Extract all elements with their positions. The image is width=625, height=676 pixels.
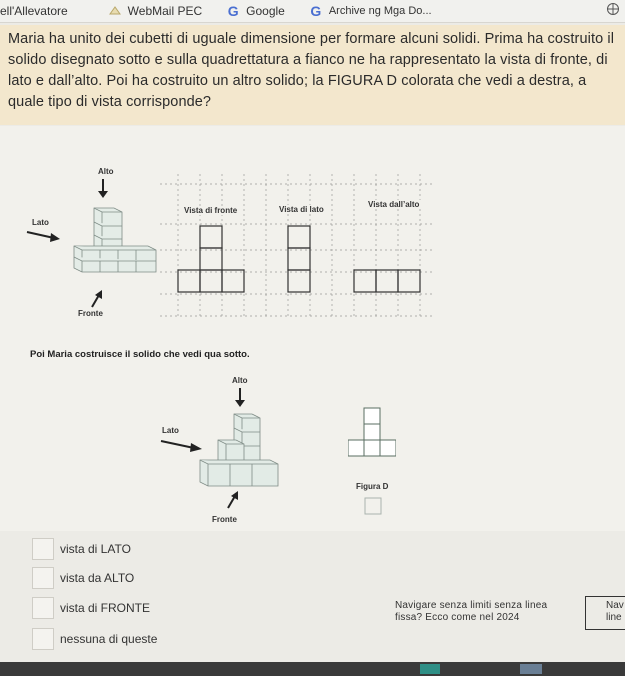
ad-box-line-2: line bbox=[606, 612, 622, 623]
bookmark-allevatore[interactable] bbox=[0, 4, 68, 18]
bottom-strip bbox=[0, 662, 625, 676]
bookmark-label: WebMail PEC bbox=[127, 4, 203, 18]
question-box bbox=[0, 25, 625, 125]
label-vista-fronte: Vista di fronte bbox=[184, 206, 238, 215]
bookmark-google[interactable] bbox=[226, 4, 285, 18]
label-figura-d: Figura D bbox=[356, 482, 389, 491]
label-alto-2: Alto bbox=[232, 376, 248, 385]
label-fronte: Fronte bbox=[78, 309, 103, 318]
figura-d-marker bbox=[364, 495, 382, 517]
arrow-down-icon bbox=[96, 178, 110, 200]
option-nessuna[interactable] bbox=[32, 628, 157, 650]
bookmark-label: ell'Allevatore bbox=[0, 4, 68, 18]
ad-line-1: Navigare senza limiti senza linea bbox=[395, 600, 548, 611]
label-fronte-2: Fronte bbox=[212, 515, 237, 524]
label-lato-2: Lato bbox=[162, 426, 179, 435]
google-icon: G bbox=[227, 3, 239, 19]
arrow-up-icon bbox=[88, 289, 106, 309]
ad-banner[interactable] bbox=[395, 600, 547, 624]
strip-segment bbox=[520, 664, 542, 674]
arrow-up-icon bbox=[224, 490, 242, 510]
views-grid bbox=[160, 174, 435, 319]
solid-bottom-drawing bbox=[196, 410, 280, 494]
option-label: nessuna di queste bbox=[60, 632, 158, 646]
bookmark-webmail[interactable] bbox=[108, 4, 202, 18]
label-vista-alto: Vista dall’alto bbox=[368, 200, 420, 209]
label-alto: Alto bbox=[98, 167, 114, 176]
ad-line-2: fissa? Ecco come nel 2024 bbox=[395, 612, 520, 623]
globe-icon[interactable] bbox=[605, 2, 621, 19]
radio-box[interactable] bbox=[32, 567, 54, 589]
arrow-down-icon bbox=[233, 387, 247, 409]
option-vista-lato[interactable] bbox=[32, 538, 131, 560]
figure-caption: Poi Maria costruisce il solido che vedi qua sotto. bbox=[30, 349, 250, 360]
option-vista-alto[interactable] bbox=[32, 567, 134, 589]
ad-box[interactable] bbox=[585, 596, 625, 630]
arrow-right-icon bbox=[26, 229, 62, 243]
mail-icon bbox=[108, 4, 122, 18]
option-label: vista di FRONTE bbox=[60, 601, 151, 615]
radio-box[interactable] bbox=[32, 628, 54, 650]
option-label: vista da ALTO bbox=[60, 571, 135, 585]
radio-box[interactable] bbox=[32, 597, 54, 619]
radio-box[interactable] bbox=[32, 538, 54, 560]
figura-d-drawing bbox=[348, 406, 396, 460]
label-lato: Lato bbox=[32, 218, 49, 227]
strip-segment bbox=[420, 664, 440, 674]
option-label: vista di LATO bbox=[60, 542, 131, 556]
label-vista-lato: Vista di lato bbox=[279, 205, 324, 214]
question-text: Maria ha unito dei cubetti di uguale dimensione per formare alcuni solidi. Prima ha costruito il solido disegnato sotto e sulla quadrettatura a fianco ne ha rappresentato la vista di fronte, di lato e dall’alto. Poi ha costruito un altro solido; la FIGURA D colorata che vedi a destra, a quale tipo di vista corrisponde? bbox=[8, 31, 615, 110]
option-vista-fronte[interactable] bbox=[32, 597, 150, 619]
bookmark-label: Archive ng Mga Do... bbox=[328, 5, 432, 17]
ad-box-line-1: Nav bbox=[606, 600, 624, 611]
solid-top-drawing bbox=[66, 202, 158, 290]
bookmarks-bar bbox=[0, 0, 625, 23]
bookmark-archive[interactable] bbox=[309, 4, 432, 18]
bookmark-label: Google bbox=[246, 4, 285, 18]
google-icon: G bbox=[310, 3, 322, 19]
figure-area bbox=[0, 126, 625, 531]
